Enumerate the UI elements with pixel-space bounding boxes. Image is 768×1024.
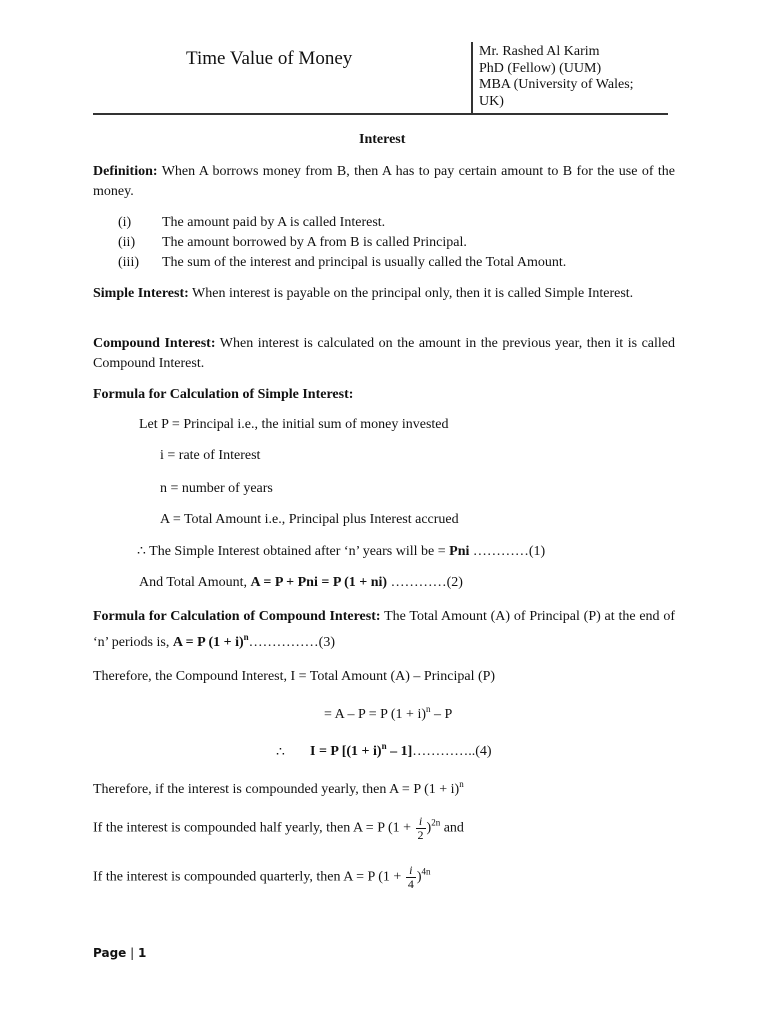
header-divider: [471, 42, 473, 114]
ci-formula: A = P (1 + i): [172, 635, 244, 650]
section-title: Interest: [359, 132, 406, 147]
author-line: Mr. Rashed Al Karim: [479, 44, 600, 59]
compound-interest-label: Compound Interest:: [93, 336, 216, 351]
ci-expansion-exponent: n: [426, 704, 431, 714]
page-label: Page: [93, 946, 127, 960]
equation-2: [139, 575, 463, 591]
list-text: The sum of the interest and principal is usually called the Total Amount.: [162, 255, 567, 270]
page-separator: |: [126, 946, 138, 960]
page-number: 1: [137, 946, 147, 960]
eq2-bold: A = P + Pni = P (1 + ni): [250, 575, 388, 590]
ci-text: The Total Amount (A) of Principal (P) at the end of ‘n’ periods is,: [93, 609, 676, 650]
rate-line: i = rate of Interest: [160, 448, 261, 463]
half-fraction: [416, 815, 426, 842]
ci-formula-tail: ……………(3): [248, 635, 335, 650]
yearly-exponent: n: [459, 779, 464, 789]
quarter-fraction: [406, 864, 416, 891]
quarter-text: If the interest is compounded quarterly, then A = P (1 +: [93, 869, 405, 885]
half-denominator: 2: [417, 828, 424, 842]
yearly-text: Therefore, if the interest is compounded yearly, then A = P (1 + i): [93, 782, 460, 797]
years-line: n = number of years: [160, 481, 273, 496]
eq1-tail: …………(1): [469, 544, 546, 559]
let-principal-line: Let P = Principal i.e., the initial sum of money invested: [139, 417, 449, 432]
definition-paragraph: [93, 162, 675, 202]
definition-text: When A borrows money from B, then A has to pay certain amount to B for the use of the money.: [93, 164, 675, 199]
list-number: (iii): [118, 255, 139, 270]
si-formula-heading: Formula for Calculation of Simple Interest:: [93, 387, 354, 402]
half-text: If the interest is compounded half yearly, then A = P (1 +: [93, 820, 415, 836]
equation-1: [137, 543, 545, 560]
eq2-text: And Total Amount,: [139, 575, 251, 590]
total-amount-line: A = Total Amount i.e., Principal plus Interest accrued: [160, 512, 459, 527]
list-number: (i): [118, 215, 132, 230]
quarter-numerator: i: [406, 864, 416, 878]
list-text: The amount paid by A is called Interest.: [162, 215, 386, 230]
simple-interest-text: When interest is payable on the principal only, then it is called Simple Interest.: [188, 286, 634, 301]
ci-expansion-post: – P: [430, 707, 453, 722]
half-tail: and: [440, 820, 464, 836]
therefore-symbol: ∴: [276, 745, 285, 760]
half-yearly-line: If the interest is compounded half yearly, then A = P (1 + $\frac{i}{2}$ )$^{2n}$ and: [93, 814, 464, 842]
author-line: UK): [479, 93, 504, 109]
ci-formula-exponent: n: [243, 632, 249, 642]
equation-4-body: [310, 741, 492, 760]
header-rule: [93, 113, 668, 115]
eq2-tail: …………(2): [387, 575, 463, 590]
list-text: The amount borrowed by A from B is called Principal.: [162, 235, 467, 250]
document-title: Time Value of Money: [186, 48, 353, 69]
half-numerator: i: [416, 815, 426, 829]
eq4-bold-b: – 1]: [386, 744, 413, 759]
list-number: (ii): [118, 235, 136, 250]
ci-expansion-pre: = A – P = P (1 + i): [324, 707, 426, 722]
quarter-exponent: 4n: [421, 866, 431, 877]
simple-interest-label: Simple Interest:: [93, 286, 189, 301]
yearly-line: [93, 779, 464, 798]
definition-label: Definition:: [93, 164, 158, 179]
therefore-line: Therefore, the Compound Interest, I = Total Amount (A) – Principal (P): [93, 669, 496, 684]
equation-4: [276, 744, 285, 761]
author-line: PhD (Fellow) (UUM): [479, 60, 602, 76]
quarter-denominator: 4: [407, 877, 414, 891]
eq4-tail: …………..(4): [412, 744, 492, 759]
page-footer: [93, 946, 146, 960]
ci-formula-paragraph: [93, 604, 675, 656]
half-exponent: 2n: [431, 817, 441, 828]
ci-heading: Formula for Calculation of Compound Interest:: [93, 609, 381, 624]
eq4-exponent: n: [381, 741, 387, 751]
compound-interest-text: When interest is calculated on the amount in the previous year, then it is called Compound Interest.: [93, 336, 675, 371]
eq1-bold: Pni: [449, 544, 470, 559]
ci-expansion-line: [324, 704, 453, 723]
compound-interest-paragraph: [93, 334, 675, 374]
simple-interest-paragraph: [93, 284, 675, 304]
author-block: [479, 44, 634, 110]
eq4-bold-a: I = P [(1 + i): [310, 744, 382, 759]
author-line: MBA (University of Wales;: [479, 77, 634, 92]
quarterly-line: If the interest is compounded quarterly, then A = P (1 + $\frac{i}{4}$ )$^{4n}$: [93, 863, 431, 891]
eq1-text: ∴ The Simple Interest obtained after ‘n’ years will be =: [137, 544, 450, 559]
